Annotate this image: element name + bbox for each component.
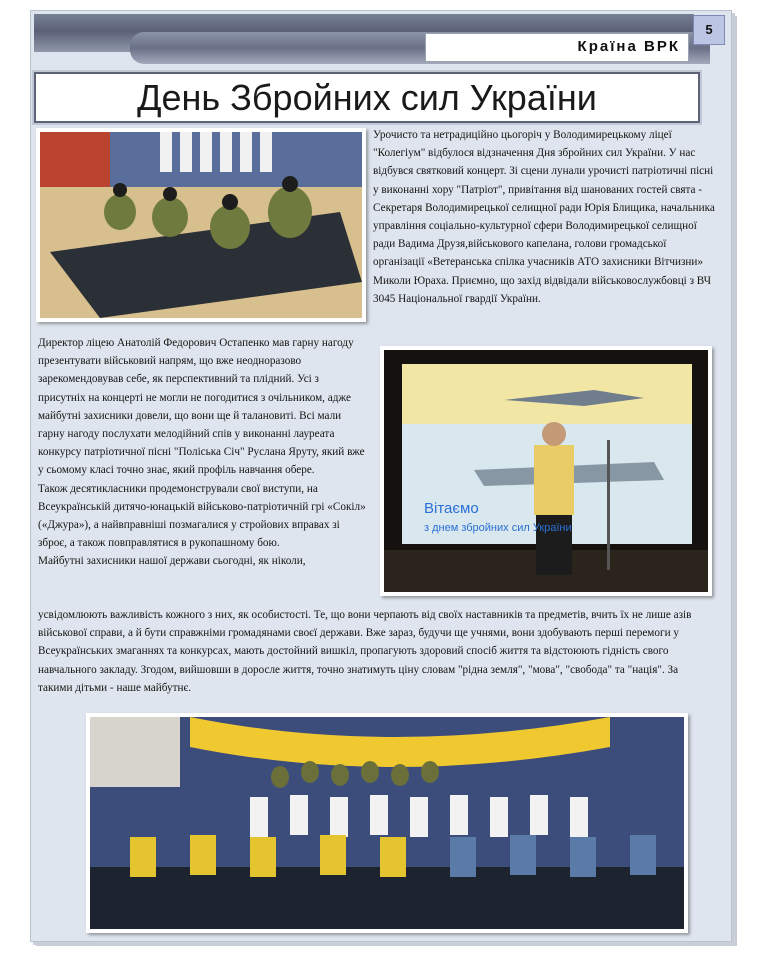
closing-first-line: Майбутні захисники нашої держави сьогодні, як ніколи, <box>38 555 306 568</box>
left-column <box>38 334 368 571</box>
left-paragraph-1: Директор ліцею Анатолій Федорович Остапенко мав гарну нагоду презентувати військовий напрям, що вже неодноразово зарекомендовував себе, як перспективний та плідний. Усі з присутніх на концерті не могли не погодитися з очільником, адже майбутні захисники довели, що вони ще й талановиті. Всі мали гарну нагоду послухати мелодійний спів у виконанні лауреата конкурсу патріотичної пісні "Поліська Січ" Руслана Яруту, який вже у сьомому класі точно знає, який профіль навчання обере. <box>38 337 365 477</box>
masthead-title: Країна ВРК <box>577 38 680 55</box>
masthead-box <box>425 33 689 62</box>
singer-photo <box>380 346 712 596</box>
closing-paragraph <box>38 606 714 697</box>
screen-greeting: Вітаємо <box>424 500 479 517</box>
page-number-box <box>693 15 725 45</box>
cadets-photo <box>36 128 366 322</box>
page-number: 5 <box>705 22 713 37</box>
choir-photo <box>86 713 688 933</box>
article-title-box <box>34 72 700 123</box>
left-paragraph-2: Також десятикласники продемонстрували свої виступи, на Всеукраїнській дитячо-юнацькій військово-патріотичній грі «Сокіл» («Джура»), а найвправніші позмагалися у стройових вправах зі зброє, а також повправлятися в рукопашному бою. <box>38 482 366 550</box>
intro-paragraph <box>373 126 715 308</box>
intro-text: Урочисто та нетрадиційно цьогоріч у Володимирецькому ліцеї "Колегіум" відбулося відзначення Дня збройних сил України. У нас відбувся святковий концерт. Зі сцени лунали урочисті патріотичні пісні у виконанні хору "Патріот", привітання від шанованих гостей свята - Секретаря Володимирецької селищної ради Юрія Блищика, начальника управління соціально-культурної сфери Володимирецької селищної ради Вадима Друзя,військового капелана, голови громадської організації «Ветеранська спілка учасників АТО захисники Вітчизни» Миколи Юраха. Приємно, що захід відвідали військовослужбовці з ВЧ 3045 Національної гвардії України. <box>373 129 715 305</box>
closing-text: усвідомлюють важливість кожного з них, як особистості. Те, що вони черпають від своїх наставників та предметів, вчить їх не лише азів військової справи, а й бути справжніми громадянами своєї держави. Вже зараз, будучи ще учнями, вони здобувають перші перемоги у Всеукраїнських змаганнях та конкурсах, мають достойний вишкіл, пропагують здоровий спосіб життя та відстоюють гідність свого навчального закладу. Згодом, вийшовши в доросле життя, точно знатимуть ціну словам "рідна земля", "мова", "свобода" та "нація". За такими дітьми - наше майбутнє. <box>38 609 692 694</box>
article-title: День Збройних сил України <box>137 76 597 118</box>
screen-greeting-line2: з днем збройних сил України <box>424 522 572 534</box>
